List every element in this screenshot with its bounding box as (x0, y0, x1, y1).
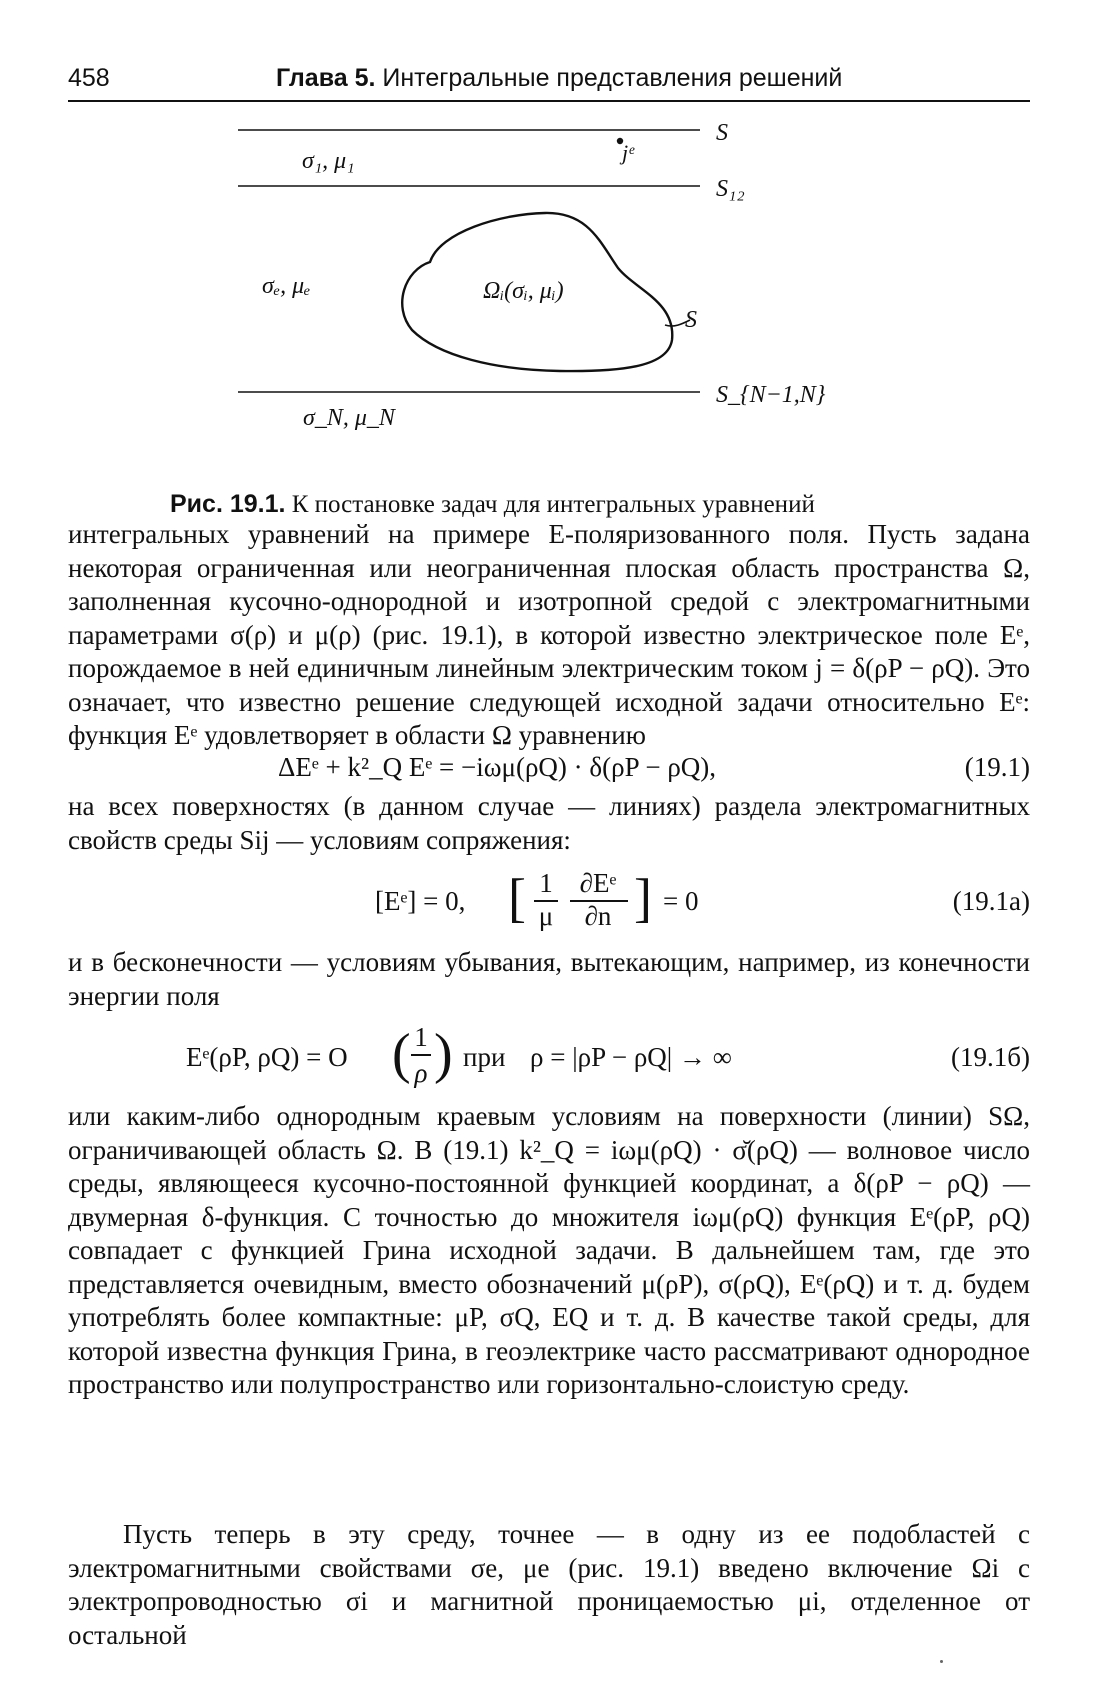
figure-19-1 (0, 110, 1097, 490)
label-S12: S₁₂ (716, 176, 745, 202)
label-SN1N: S_{N−1,N} (716, 382, 826, 408)
para3-text: и в бесконечности — условиям убывания, вытекающим, например, из конечности энергии поля (68, 947, 1030, 1011)
frac-bar-2 (570, 900, 628, 902)
eq1-number: (19.1) (964, 752, 1030, 782)
caption-text: К постановке задач для интегральных уравнений (291, 491, 815, 518)
page-header (68, 64, 1030, 104)
eq3-frac-den: ρ (414, 1058, 428, 1088)
eq3-mid: при (463, 1042, 506, 1072)
paren-left: ( (392, 1023, 411, 1085)
eq3-frac-bar (411, 1054, 431, 1056)
paragraph-2 (68, 790, 1030, 857)
paragraph-4 (68, 1100, 1030, 1402)
eq3-lhs: Eᵉ(ρP, ρQ) = O (186, 1042, 348, 1072)
para2-text: на всех поверхностях (в данном случае — линиях) раздела электромагнитных свойств среды Sij — условиям сопряжения: (68, 791, 1030, 855)
left-bracket: [ (508, 868, 526, 928)
paragraph-5 (68, 1518, 1030, 1652)
chapter-label: Глава 5. (276, 64, 376, 92)
paragraph-1 (68, 518, 1030, 753)
label-sigma1-mu1: σ₁, μ₁ (302, 148, 355, 174)
right-bracket: ] (634, 868, 652, 928)
chapter-title-text: Интегральные представления решений (382, 64, 843, 92)
equation-19-1a (68, 868, 1030, 938)
chapter-title (276, 64, 842, 93)
paragraph-3 (68, 946, 1030, 1013)
para1-text: интегральных уравнений на примере E-поляризованного поля. Пусть задана некоторая ограниченная или неограниченная плоская область пространства Ω, заполненная кусочно-однородной и изотропной средой с электромагнитными параметрами σ(ρ) и μ(ρ) (рис. 19.1), в которой известно электрическое поле Eᵉ, порождаемое в ней единичным линейным электрическим током j = δ(ρP − ρQ). Это означает, что известно решение следующей исходной задачи относительно Eᵉ: функция Eᵉ удовлетворяет в области Ω уравнению (68, 519, 1030, 750)
caption-label: Рис. 19.1. (170, 490, 286, 518)
eq2a-formula: [Eᵉ] = 0, (375, 886, 466, 916)
label-sigmaN-muN: σ_N, μ_N (303, 405, 395, 431)
eq2b-den2: ∂n (584, 901, 612, 931)
figure-caption (170, 490, 815, 519)
para5-text: Пусть теперь в эту среду, точнее — в одну из ее подобластей с электромагнитными свойствами σe, μe (рис. 19.1) введено включение Ωi с электропроводностью σi и магнитной проницаемостью μi, отделенное от остальной (68, 1519, 1030, 1650)
paren-right: ) (434, 1023, 453, 1085)
frac-bar-1 (534, 900, 558, 902)
eq2b-num2: ∂Eᵉ (579, 868, 617, 898)
eq3-rhs: ρ = |ρP − ρQ| → ∞ (530, 1042, 732, 1072)
equation-19-1 (68, 752, 1030, 792)
eq2b-num: 1 (539, 868, 553, 898)
label-S-body: S (685, 307, 697, 333)
label-S-top: S (716, 120, 728, 146)
page-number: 458 (68, 64, 110, 92)
header-rule (68, 100, 1030, 102)
scan-speck (940, 1660, 943, 1663)
eq2b-den: μ (538, 901, 554, 931)
label-omega-i: Ωᵢ(σᵢ, μᵢ) (483, 278, 564, 304)
equation-19-1b (68, 1022, 1030, 1092)
eq2b-rhs: = 0 (663, 886, 699, 916)
label-sigma-e-mu-e: σₑ, μₑ (262, 273, 311, 299)
eq3-number: (19.1б) (951, 1042, 1030, 1072)
para4-text: или каким-либо однородным краевым условиям на поверхности (линии) SΩ, ограничивающей область Ω. В (19.1) k²_Q = iωμ(ρQ) · σ̆(ρQ) — волновое число среды, являющееся кусочно-постоянной функцией координат, а δ(ρP − ρQ) — двумерная δ-функция. С точностью до множителя iωμ(ρQ) функция Eᵉ(ρP, ρQ) совпадает с функцией Грина исходной задачи. В дальнейшем там, где это представляется очевидным, вместо обозначений μ(ρP), σ(ρQ), Eᵉ(ρQ) и т. д. будем употреблять более компактные: μP, σQ, EQ и т. д. В качестве такой среды, для которой известна функция Грина, в геоэлектрике часто рассматривают однородное пространство или полупространство или горизонтально-слоистую среду. (68, 1101, 1030, 1399)
label-source: jᵉ (622, 140, 634, 165)
eq2-number: (19.1a) (952, 886, 1030, 916)
eq1-formula: ΔEᵉ + k²_Q Eᵉ = −iωμ(ρQ) · δ(ρP − ρQ), (278, 752, 717, 782)
eq3-frac-num: 1 (414, 1022, 428, 1052)
